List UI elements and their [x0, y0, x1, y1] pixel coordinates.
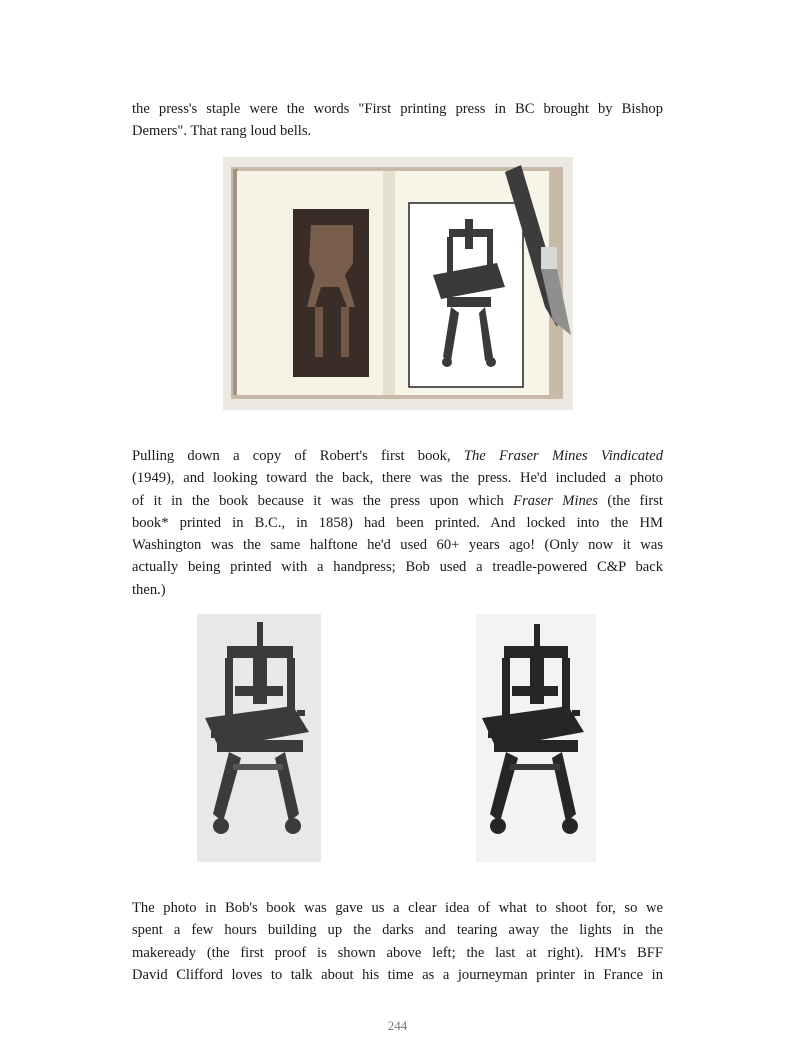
paragraph-1 — [132, 98, 663, 143]
paragraph-2-line-3-text-a: of it in the book because it was the press upon which — [132, 492, 504, 509]
paragraph-2-line-2: (1949), and looking toward the back, there was the press. He'd included a photo — [132, 470, 663, 487]
paragraph-3-line-1: The photo in Bob's book was gave us a clear idea of what to shoot for, so we — [132, 900, 663, 916]
paragraph-2-line-5: Washington was the same halftone he'd used 60+ years ago! (Only now it was — [132, 537, 663, 554]
book-title-fraser-mines: Fraser Mines — [513, 492, 598, 509]
paragraph-2-line-6: actually being printed with a handpress; Bob used a treadle-powered C&P back — [132, 559, 663, 576]
paragraph-3-line-4: David Clifford loves to talk about his time as a journeyman printer in France in — [132, 966, 663, 983]
paragraph-2-line-7: then.) — [132, 581, 166, 598]
paragraph-2-line-4: book* printed in B.C., in 1858) had been printed. And locked into the HM — [132, 514, 663, 531]
book-title-fraser-mines-vindicated: The Fraser Mines Vindicated — [463, 448, 663, 464]
page-number: 244 — [387, 1018, 408, 1033]
paragraph-2-line-3-text-b: (the first — [607, 492, 663, 509]
first-proof-press-image — [197, 614, 321, 862]
book-with-printing-plate-photo — [223, 157, 573, 410]
paragraph-3-line-2: spent a few hours building up the darks and tearing away the lights in the — [132, 922, 663, 939]
paragraph-1-line-1: the press's staple were the words "First printing press in BC brought by Bishop — [132, 101, 663, 117]
paragraph-1-line-2: Demers". That rang loud bells. — [132, 123, 312, 140]
paragraph-3-line-3: makeready (the first proof is shown above left; the last at right). HM's BFF — [132, 944, 663, 961]
paragraph-2 — [132, 445, 663, 601]
paragraph-2-line-1 — [132, 445, 663, 467]
paragraph-3 — [132, 897, 663, 986]
paragraph-2-line-1-text: Pulling down a copy of Robert's first book, — [132, 448, 451, 464]
last-proof-press-image — [476, 614, 596, 862]
paragraph-2-line-3 — [132, 490, 663, 512]
